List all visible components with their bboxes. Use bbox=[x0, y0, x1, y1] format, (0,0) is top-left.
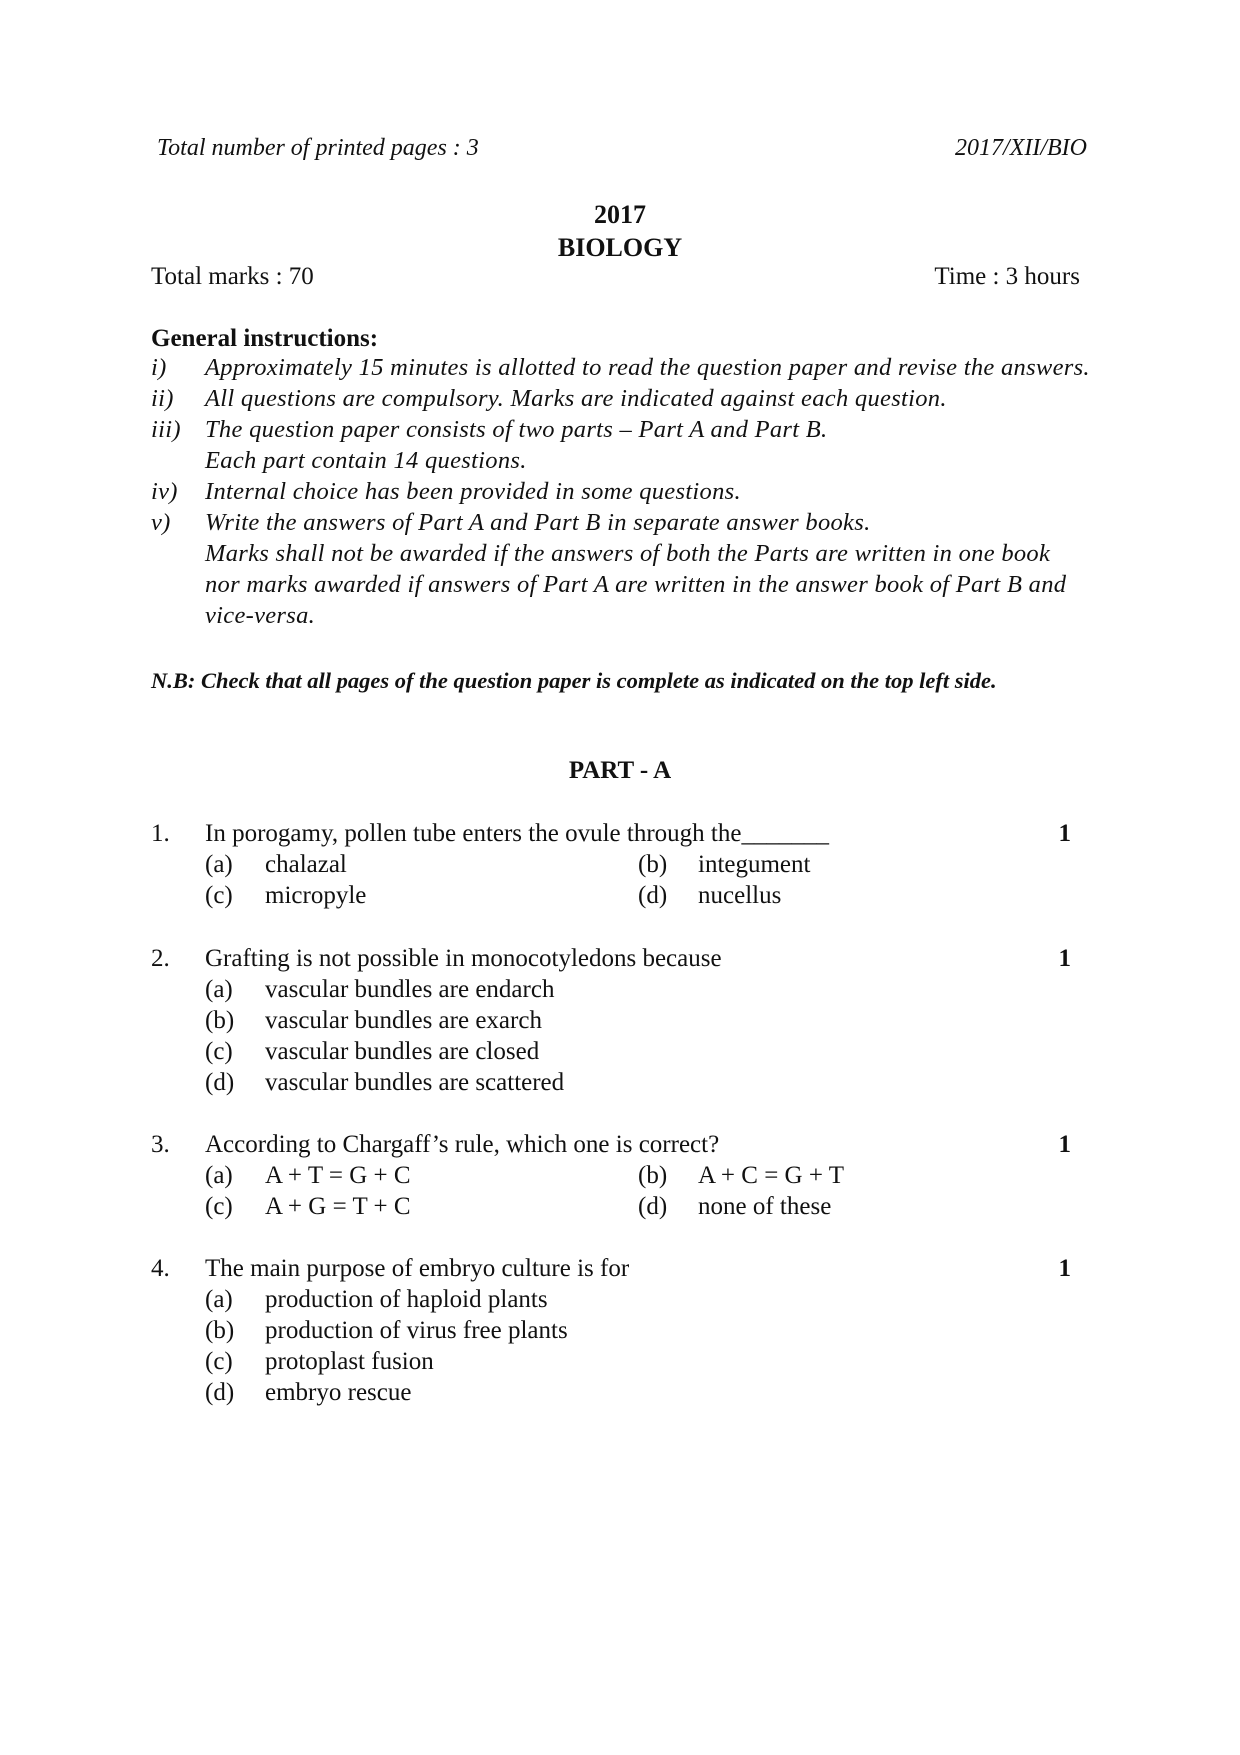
instruction-text: Internal choice has been provided in some questions. bbox=[205, 478, 741, 505]
question-number: 2. bbox=[151, 945, 170, 972]
option bbox=[205, 1346, 1071, 1377]
option-label: (b) bbox=[205, 1007, 235, 1034]
option bbox=[205, 1191, 638, 1222]
option bbox=[205, 1036, 1071, 1067]
option-text: vascular bundles are closed bbox=[265, 1038, 540, 1065]
question-marks: 1 bbox=[1058, 1255, 1071, 1282]
instruction-item bbox=[151, 414, 1091, 476]
option-text: embryo rescue bbox=[265, 1379, 412, 1406]
question-text: The main purpose of embryo culture is for bbox=[205, 1255, 630, 1282]
option-text: protoplast fusion bbox=[265, 1348, 434, 1375]
question-marks: 1 bbox=[1058, 945, 1071, 972]
instruction-item bbox=[151, 383, 1091, 414]
nb-note: N.B: Check that all pages of the question paper is complete as indicated on the top left side. bbox=[151, 668, 997, 693]
option-label: (b) bbox=[205, 1317, 235, 1344]
option-label: (c) bbox=[205, 882, 233, 909]
option-text: vascular bundles are scattered bbox=[265, 1069, 565, 1096]
option bbox=[205, 880, 638, 911]
option-text: integument bbox=[698, 851, 811, 878]
option bbox=[638, 1191, 1071, 1222]
option bbox=[205, 1377, 1071, 1408]
instruction-line: The question paper consists of two parts – Part A and Part B. bbox=[205, 416, 828, 443]
instruction-number: iii) bbox=[151, 416, 181, 443]
instruction-number: iv) bbox=[151, 478, 178, 505]
option-label: (d) bbox=[638, 1193, 668, 1220]
option bbox=[638, 1160, 1071, 1191]
question-4 bbox=[151, 1253, 1071, 1408]
question-text: Grafting is not possible in monocotyledons because bbox=[205, 945, 722, 972]
header-paper-code: 2017/XII/BIO bbox=[955, 135, 1087, 161]
question-number: 3. bbox=[151, 1131, 170, 1158]
option-label: (a) bbox=[205, 851, 233, 878]
option bbox=[638, 880, 1071, 911]
option-text: vascular bundles are endarch bbox=[265, 976, 555, 1003]
option-label: (b) bbox=[638, 851, 668, 878]
instruction-item bbox=[151, 476, 1091, 507]
option bbox=[638, 849, 1071, 880]
question-1 bbox=[151, 818, 1071, 911]
option-label: (c) bbox=[205, 1193, 233, 1220]
option-label: (a) bbox=[205, 1286, 233, 1313]
instruction-text bbox=[205, 414, 1091, 476]
question-number: 1. bbox=[151, 820, 170, 847]
question-marks: 1 bbox=[1058, 1131, 1071, 1158]
option-label: (a) bbox=[205, 1162, 233, 1189]
instruction-item bbox=[151, 352, 1091, 383]
option-label: (c) bbox=[205, 1038, 233, 1065]
option-text: vascular bundles are exarch bbox=[265, 1007, 542, 1034]
option-label: (c) bbox=[205, 1348, 233, 1375]
instruction-text: All questions are compulsory. Marks are indicated against each question. bbox=[205, 385, 947, 412]
instruction-number: ii) bbox=[151, 385, 174, 412]
option-text: chalazal bbox=[265, 851, 347, 878]
option-text: production of virus free plants bbox=[265, 1317, 568, 1344]
instructions-heading: General instructions: bbox=[151, 325, 379, 352]
instruction-text: Approximately 15 minutes is allotted to read the question paper and revise the answers. bbox=[205, 354, 1090, 381]
option-text: none of these bbox=[698, 1193, 832, 1220]
option bbox=[205, 1160, 638, 1191]
instruction-number: i) bbox=[151, 354, 167, 381]
options bbox=[205, 1160, 1071, 1222]
question-number: 4. bbox=[151, 1255, 170, 1282]
question-marks: 1 bbox=[1058, 820, 1071, 847]
option bbox=[205, 1315, 1071, 1346]
exam-time: Time : 3 hours bbox=[934, 263, 1080, 290]
option bbox=[205, 1067, 1071, 1098]
option-text: micropyle bbox=[265, 882, 367, 909]
exam-year: 2017 bbox=[594, 200, 646, 229]
option-text: A + C = G + T bbox=[698, 1162, 845, 1189]
question-3 bbox=[151, 1129, 1071, 1222]
option-text: A + T = G + C bbox=[265, 1162, 411, 1189]
instructions-list bbox=[151, 352, 1091, 631]
option bbox=[205, 849, 638, 880]
instruction-line: Write the answers of Part A and Part B in separate answer books. bbox=[205, 509, 871, 536]
options bbox=[205, 974, 1071, 1098]
option bbox=[205, 1284, 1071, 1315]
option-label: (a) bbox=[205, 976, 233, 1003]
option bbox=[205, 974, 1071, 1005]
instruction-number: v) bbox=[151, 509, 171, 536]
option-label: (b) bbox=[638, 1162, 668, 1189]
total-marks: Total marks : 70 bbox=[151, 263, 314, 290]
options bbox=[205, 1284, 1071, 1408]
option-text: A + G = T + C bbox=[265, 1193, 411, 1220]
option bbox=[205, 1005, 1071, 1036]
question-2 bbox=[151, 943, 1071, 1098]
options bbox=[205, 849, 1071, 911]
part-a-title: PART - A bbox=[568, 757, 672, 784]
instruction-line: Each part contain 14 questions. bbox=[205, 447, 527, 474]
option-label: (d) bbox=[205, 1379, 235, 1406]
instruction-line: Marks shall not be awarded if the answers of both the Parts are written in one book nor marks awarded if answers of Part A are written in the answer book of Part B and vice-versa. bbox=[205, 540, 1067, 629]
option-text: nucellus bbox=[698, 882, 782, 909]
subject-title: BIOLOGY bbox=[557, 233, 683, 262]
option-text: production of haploid plants bbox=[265, 1286, 548, 1313]
question-text: In porogamy, pollen tube enters the ovule through the_______ bbox=[205, 820, 829, 847]
question-text: According to Chargaff’s rule, which one is correct? bbox=[205, 1131, 720, 1158]
header-pages-count: Total number of printed pages : 3 bbox=[157, 135, 479, 161]
option-label: (d) bbox=[205, 1069, 235, 1096]
option-label: (d) bbox=[638, 882, 668, 909]
instruction-item bbox=[151, 507, 1091, 631]
instruction-text bbox=[205, 507, 1091, 631]
